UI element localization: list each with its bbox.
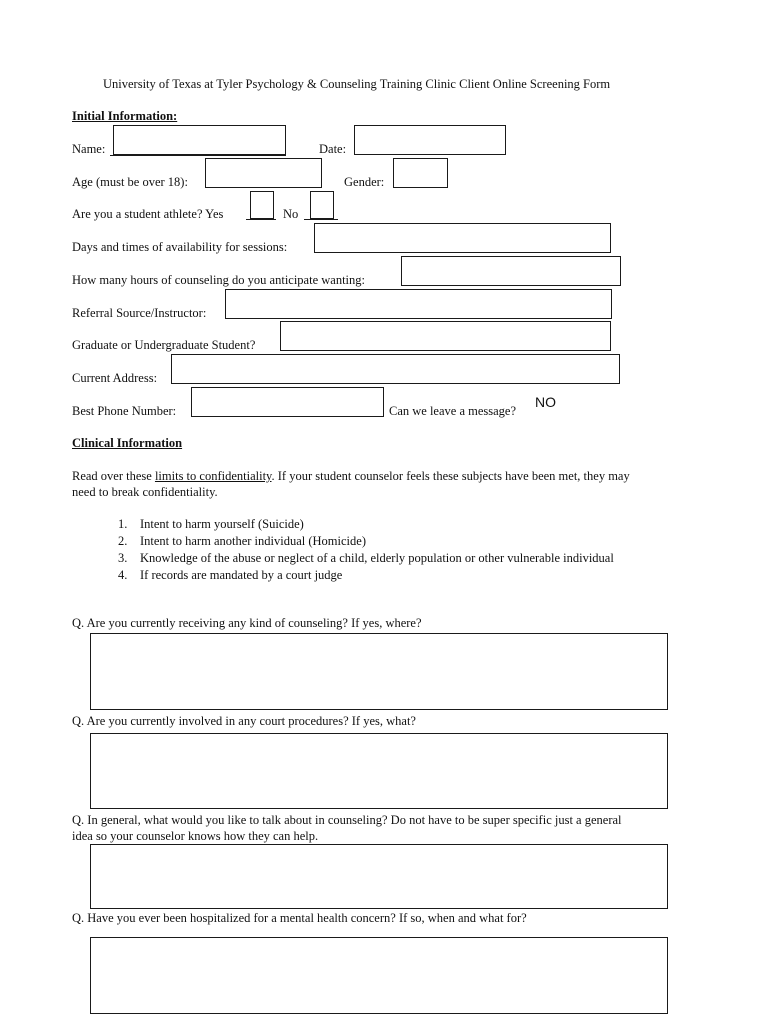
form-title: University of Texas at Tyler Psychology & Counseling Training Clinic Client Online Screening Form bbox=[103, 77, 611, 91]
availability-label: Days and times of availability for sessions: bbox=[72, 240, 288, 254]
list-item: 3. bbox=[118, 551, 128, 565]
name-underline bbox=[110, 155, 286, 156]
age-field[interactable] bbox=[205, 158, 322, 188]
athlete-no-label: No bbox=[283, 207, 299, 221]
question-3-line2: idea so your counselor knows how they can help. bbox=[72, 829, 319, 843]
referral-field[interactable] bbox=[225, 289, 612, 319]
list-item-text: If records are mandated by a court judge bbox=[140, 568, 343, 582]
list-item: 2. bbox=[118, 534, 128, 548]
athlete-no-underline bbox=[304, 219, 338, 220]
confidentiality-intro-line2: need to break confidentiality. bbox=[72, 485, 218, 499]
message-label: Can we leave a message? bbox=[389, 404, 517, 418]
question-2: Q. Are you currently involved in any court procedures? If yes, what? bbox=[72, 714, 416, 728]
athlete-yes-checkbox[interactable] bbox=[250, 191, 274, 219]
gender-label: Gender: bbox=[344, 175, 385, 189]
list-item-text: Knowledge of the abuse or neglect of a child, elderly population or other vulnerable individual bbox=[140, 551, 614, 565]
address-field[interactable] bbox=[171, 354, 620, 384]
intro-after: . If your student counselor feels these subjects have been met, they may bbox=[271, 469, 630, 483]
referral-label: Referral Source/Instructor: bbox=[72, 306, 207, 320]
athlete-no-checkbox[interactable] bbox=[310, 191, 334, 219]
list-item-text: Intent to harm yourself (Suicide) bbox=[140, 517, 304, 531]
hours-label: How many hours of counseling do you anticipate wanting: bbox=[72, 273, 365, 287]
athlete-yes-underline bbox=[246, 219, 276, 220]
question-3-answer[interactable] bbox=[90, 844, 668, 909]
address-label: Current Address: bbox=[72, 371, 158, 385]
phone-label: Best Phone Number: bbox=[72, 404, 177, 418]
question-3: Q. In general, what would you like to talk about in counseling? Do not have to be super specific just a general bbox=[72, 813, 622, 827]
initial-information-heading: Initial Information: bbox=[72, 109, 178, 123]
clinical-information-heading: Clinical Information bbox=[72, 436, 183, 450]
age-label: Age (must be over 18): bbox=[72, 175, 188, 189]
intro-before: Read over these bbox=[72, 469, 155, 483]
message-value[interactable]: NO bbox=[535, 394, 556, 410]
date-field[interactable] bbox=[354, 125, 506, 155]
question-4: Q. Have you ever been hospitalized for a mental health concern? If so, when and what for? bbox=[72, 911, 527, 925]
question-4-answer[interactable] bbox=[90, 937, 668, 1014]
question-1-answer[interactable] bbox=[90, 633, 668, 710]
grad-label: Graduate or Undergraduate Student? bbox=[72, 338, 256, 352]
confidentiality-intro bbox=[72, 470, 630, 483]
list-item: 4. bbox=[118, 568, 128, 582]
question-1: Q. Are you currently receiving any kind of counseling? If yes, where? bbox=[72, 616, 422, 630]
grad-field[interactable] bbox=[280, 321, 611, 351]
availability-field[interactable] bbox=[314, 223, 611, 253]
phone-field[interactable] bbox=[191, 387, 384, 417]
name-field[interactable] bbox=[113, 125, 286, 155]
list-item-text: Intent to harm another individual (Homicide) bbox=[140, 534, 366, 548]
question-2-answer[interactable] bbox=[90, 733, 668, 809]
date-label: Date: bbox=[319, 142, 347, 156]
name-label: Name: bbox=[72, 142, 106, 156]
list-item: 1. bbox=[118, 517, 128, 531]
limits-to-confidentiality-link[interactable]: limits to confidentiality bbox=[154, 469, 272, 483]
hours-field[interactable] bbox=[401, 256, 621, 286]
athlete-label: Are you a student athlete? Yes bbox=[72, 207, 224, 221]
gender-field[interactable] bbox=[393, 158, 448, 188]
